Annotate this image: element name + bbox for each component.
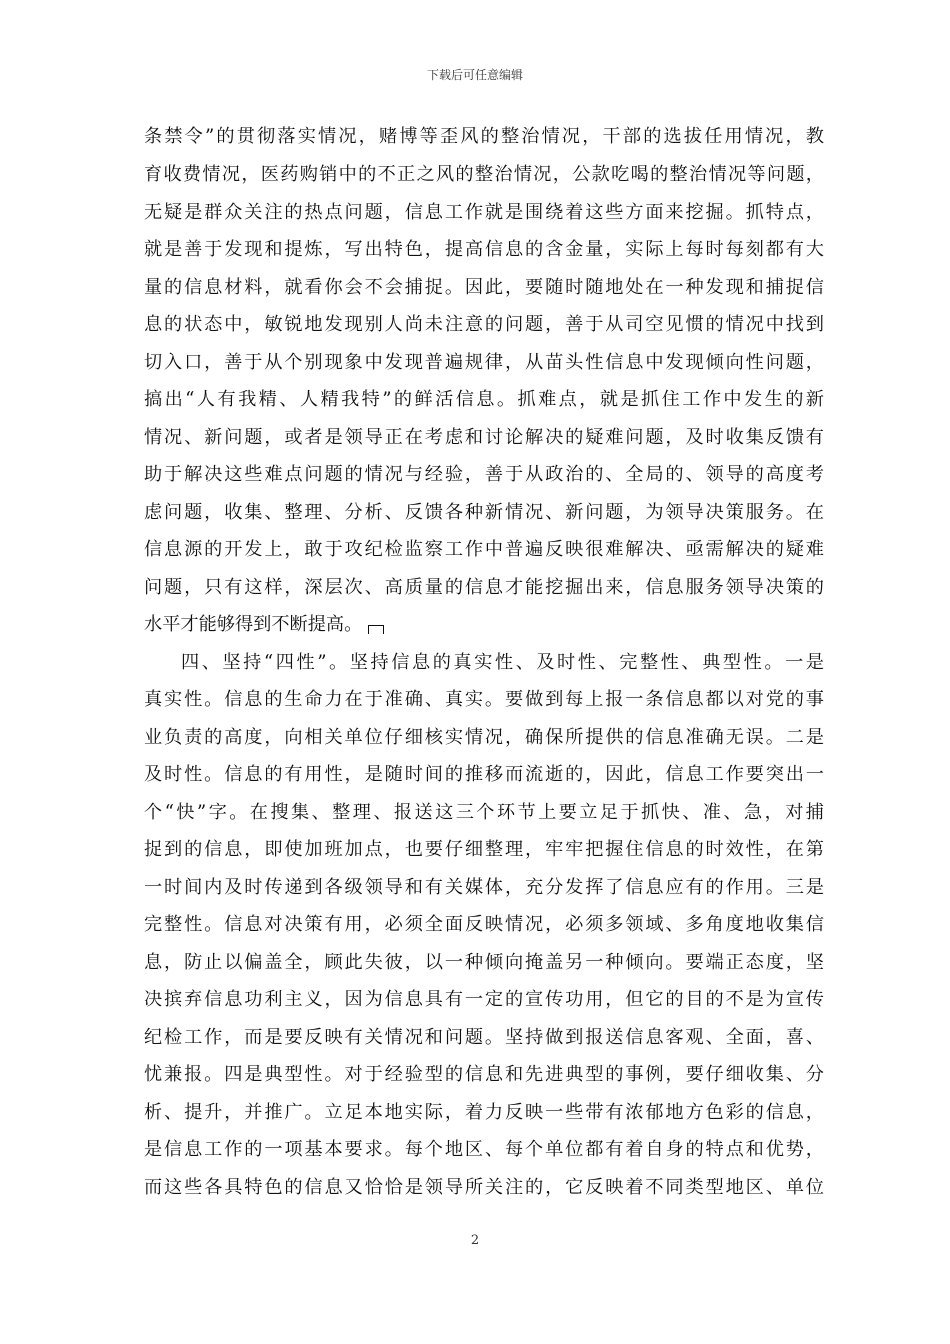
text-line: 一时间内及时传递到各级领导和有关媒体，充分发挥了信息应有的作用。三是 [144,877,824,898]
text-line: 虑问题，收集、整理、分析、反馈各种新情况、新问题，为领导决策服务。在 [144,502,824,523]
text-line: 析、提升，并推广。立足本地实际，着力反映一些带有浓郁地方色彩的信息， [144,1102,824,1123]
text-line: 情况、新问题，或者是领导正在考虑和讨论解决的疑难问题，及时收集反馈有 [144,427,824,448]
text-line-last [144,606,824,643]
text-line: 切入口，善于从个别现象中发现普遍规律，从苗头性信息中发现倾向性问题， [144,352,824,373]
text-line: 业负责的高度，向相关单位仔细核实情况，确保所提供的信息准确无误。二是 [144,727,824,748]
page-header: 下载后可任意编辑 [426,68,523,82]
paragraph-first-line: 四、坚持“四性”。坚持信息的真实性、及时性、完整性、典型性。一是 [181,652,824,673]
text-line: 是信息工作的一项基本要求。每个地区、每个单位都有着自身的特点和优势， [144,1139,824,1160]
text-line: 及时性。信息的有用性，是随时间的推移而流逝的，因此，信息工作要突出一 [144,764,824,785]
text-line: 个“快”字。在搜集、整理、报送这三个环节上要立足于抓快、准、急，对捕 [144,802,824,823]
text-line: 真实性。信息的生命力在于准确、真实。要做到每上报一条信息都以对党的事 [144,689,824,710]
text-line: 助于解决这些难点问题的情况与经验，善于从政治的、全局的、领导的高度考 [144,464,824,485]
text-line-content: 水平才能够得到不断提高。 [144,614,363,635]
text-line: 决摈弃信息功利主义，因为信息具有一定的宣传功用，但它的目的不是为宣传 [144,989,824,1010]
text-line: 捉到的信息，即使加班加点，也要仔细整理，牢牢把握住信息的时效性，在第 [144,839,824,860]
text-line: 就是善于发现和提炼，写出特色，提高信息的含金量，实际上每时每刻都有大 [144,239,824,260]
text-line: 息，防止以偏盖全，顾此失彼，以一种倾向掩盖另一种倾向。要端正态度，坚 [144,952,824,973]
text-line: 纪检工作，而是要反映有关情况和问题。坚持做到报送信息客观、全面，喜、 [144,1027,824,1048]
text-line: 信息源的开发上，敢于攻纪检监察工作中普遍反映很难解决、亟需解决的疑难 [144,539,824,560]
text-line: 育收费情况，医药购销中的不正之风的整治情况，公款吃喝的整治情况等问题， [144,164,824,185]
text-line: 无疑是群众关注的热点问题，信息工作就是围绕着这些方面来挖掘。抓特点， [144,202,824,223]
page-number: 2 [470,1233,480,1248]
text-line: 搞出“人有我精、人精我特”的鲜活信息。抓难点，就是抓住工作中发生的新 [144,389,824,410]
text-line: 忧兼报。四是典型性。对于经验型的信息和先进典型的事例，要仔细收集、分 [144,1064,824,1085]
text-line: 完整性。信息对决策有用，必须全面反映情况，必须多领域、多角度地收集信 [144,914,824,935]
text-line: 量的信息材料，就看你会不会捕捉。因此，要随时随地处在一种发现和捕捉信 [144,277,824,298]
text-line: 而这些各具特色的信息又恰恰是领导所关注的，它反映着不同类型地区、单位 [144,1177,824,1198]
paragraph-mark-icon [368,625,384,634]
text-line: 问题，只有这样，深层次、高质量的信息才能挖掘出来，信息服务领导决策的 [144,577,824,598]
text-line: 条禁令”的贯彻落实情况，赌博等歪风的整治情况，干部的选拔任用情况，教 [144,126,824,147]
text-line: 息的状态中，敏锐地发现别人尚未注意的问题，善于从司空见惯的情况中找到 [144,314,824,335]
